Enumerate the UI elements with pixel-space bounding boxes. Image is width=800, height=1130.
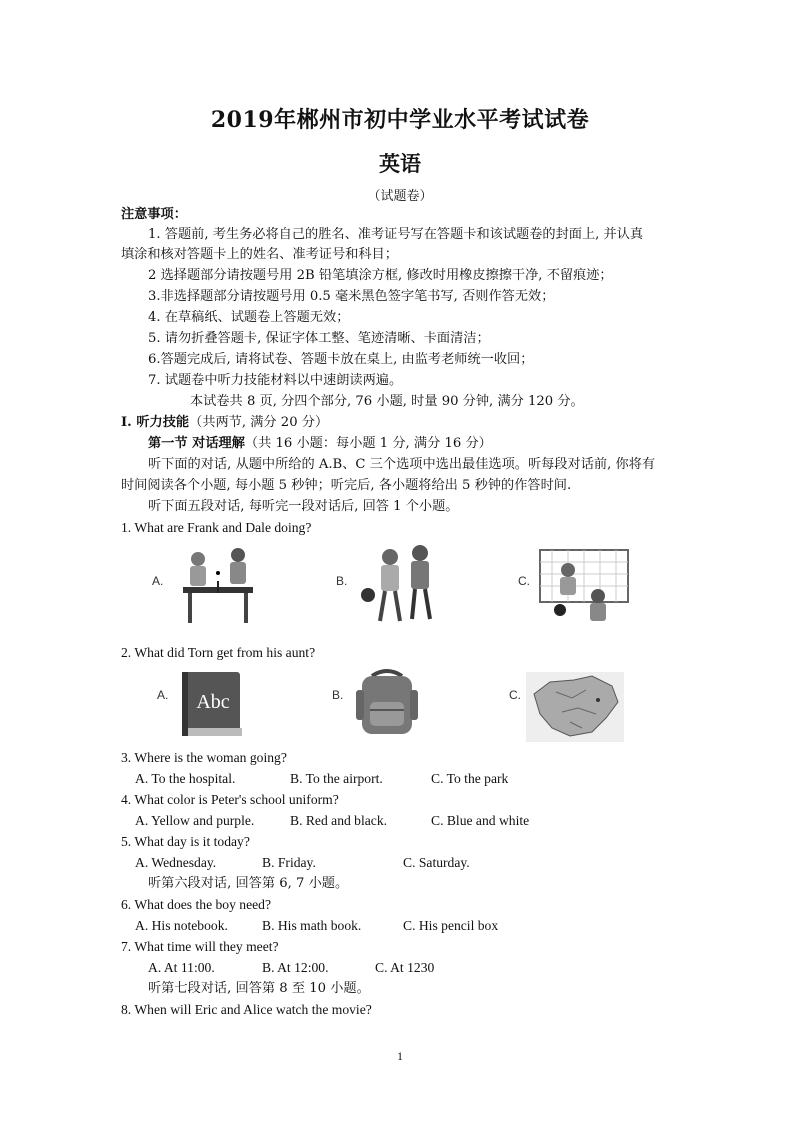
- q1-option-b-label: B.: [336, 574, 348, 588]
- q3-option-b: B. To the airport.: [290, 771, 383, 786]
- notes-heading: 注意事项：: [121, 207, 187, 222]
- q7-option-b: B. At 12:00.: [262, 960, 329, 975]
- page-number: 1: [397, 1049, 403, 1063]
- q6-option-b: B. His math book.: [262, 918, 362, 933]
- subject-title: 英语: [379, 151, 421, 176]
- note-line-1-cont: 填涂和核对答题卡上的姓名、准考证号和科目；: [121, 247, 398, 262]
- dialogue-7-note: 听第七段对话, 回答第 8 至 10 小题。: [148, 981, 370, 996]
- note-line-5: 5. 请勿折叠答题卡, 保证字体工整、笔迹清晰、卡面清洁；: [148, 331, 490, 346]
- section-1-heading-bold: I. 听力技能: [121, 415, 190, 430]
- q5-option-b: B. Friday.: [262, 855, 316, 870]
- instruction-line-2: 时间阅读各个小题, 每小题 5 秒钟；听完后, 各小题将给出 5 秒钟的作答时间.: [121, 478, 572, 493]
- backpack-icon: [352, 666, 422, 738]
- question-1: 1. What are Frank and Dale doing?: [121, 520, 312, 535]
- instruction-line-3: 听下面五段对话, 每听完一段对话后, 回答 1 个小题。: [148, 499, 459, 514]
- q4-option-c: C. Blue and white: [431, 813, 530, 828]
- note-line-1: 1. 答题前, 考生务必将自己的胜名、准考证号写在答题卡和该试题卷的封面上, 并认真: [148, 227, 644, 242]
- question-8: 8. When will Eric and Alice watch the movie?: [121, 1002, 372, 1017]
- question-3: 3. Where is the woman going?: [121, 750, 287, 765]
- part-1-heading-bold: 第一节 对话理解: [148, 436, 245, 451]
- section-1-heading: [121, 413, 328, 433]
- ping-pong-players-icon: [178, 545, 258, 625]
- q2-option-c-label: C.: [509, 688, 521, 702]
- map-icon: [526, 672, 624, 742]
- part-1-heading: [148, 434, 492, 454]
- book-icon: [178, 668, 248, 740]
- note-line-7: 7. 试题卷中听力技能材料以中速朗读两遍。: [148, 373, 403, 388]
- q5-option-c: C. Saturday.: [403, 855, 470, 870]
- q1-option-c-label: C.: [518, 574, 530, 588]
- question-2: 2. What did Torn get from his aunt?: [121, 645, 316, 660]
- note-line-3: 3.非选择题部分请按题号用 0.5 毫米黑色签字笔书写, 否则作答无效；: [148, 289, 555, 304]
- exam-title: 2019年郴州市初中学业水平考试试卷: [210, 107, 590, 133]
- q4-option-a: A. Yellow and purple.: [135, 813, 255, 828]
- part-1-heading-rest: （共 16 小题：每小题 1 分, 满分 16 分）: [244, 436, 492, 451]
- note-line-2: 2 选择题部分请按题号用 2B 铅笔填涂方框, 修改时用橡皮擦擦干净, 不留痕迹；: [148, 268, 613, 283]
- q7-option-c: C. At 1230: [375, 960, 435, 975]
- q1-option-a-label: A.: [152, 574, 164, 588]
- section-1-heading-rest: （共两节, 满分 20 分）: [189, 415, 329, 430]
- q2-option-a-label: A.: [157, 688, 169, 702]
- q2-option-b-label: B.: [332, 688, 344, 702]
- note-line-6: 6.答题完成后, 请将试卷、答题卡放在桌上, 由监考老师统一收回；: [148, 352, 534, 367]
- question-7: 7. What time will they meet?: [121, 939, 279, 954]
- basketball-players-icon: [352, 545, 442, 630]
- q6-option-a: A. His notebook.: [135, 918, 228, 933]
- question-6: 6. What does the boy need?: [121, 897, 271, 912]
- question-5: 5. What day is it today?: [121, 834, 250, 849]
- notes-summary: 本试卷共 8 页, 分四个部分, 76 小题, 时量 90 分钟, 满分 120 分。: [190, 394, 584, 409]
- note-line-4: 4. 在草稿纸、试题卷上答题无效；: [148, 310, 350, 325]
- instruction-line-1: 听下面的对话, 从题中所给的 A.B、C 三个选项中选出最佳选项。听每段对话前, 你将有: [148, 457, 656, 472]
- soccer-players-icon: [538, 548, 630, 628]
- paper-type-label: （试题卷）: [367, 189, 433, 204]
- q7-option-a: A. At 11:00.: [148, 960, 215, 975]
- q3-option-c: C. To the park: [431, 771, 509, 786]
- dialogue-6-note: 听第六段对话, 回答第 6, 7 小题。: [148, 876, 349, 891]
- q6-option-c: C. His pencil box: [403, 918, 499, 933]
- book-cover-text: Abc: [196, 691, 230, 713]
- question-4: 4. What color is Peter's school uniform?: [121, 792, 339, 807]
- q4-option-b: B. Red and black.: [290, 813, 388, 828]
- q5-option-a: A. Wednesday.: [135, 855, 217, 870]
- q3-option-a: A. To the hospital.: [135, 771, 236, 786]
